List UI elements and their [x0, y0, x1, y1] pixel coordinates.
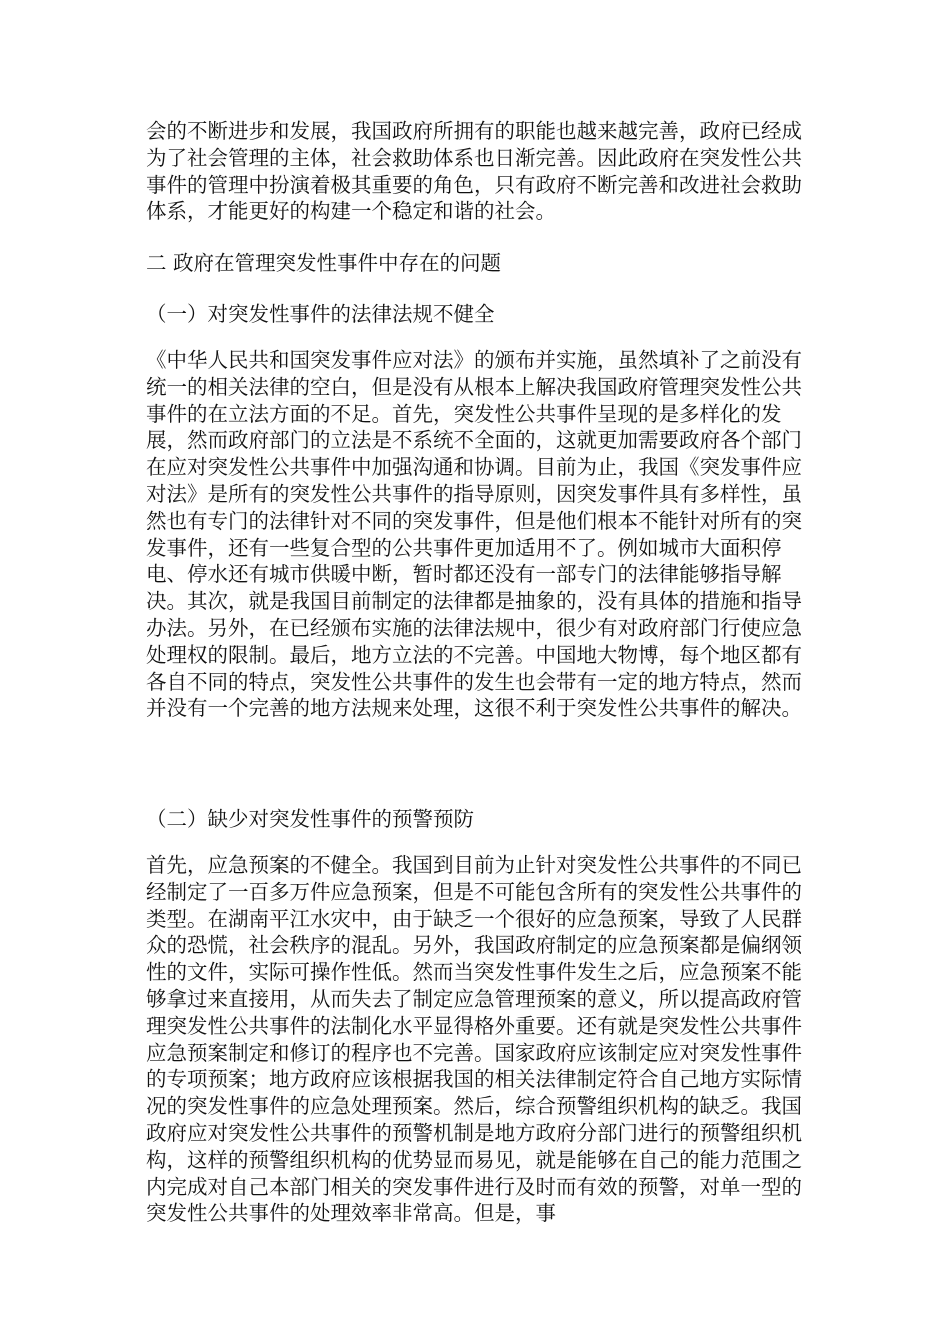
section-heading: 二 政府在管理突发性事件中存在的问题 — [146, 251, 502, 275]
subheading-early-warning: （二）缺少对突发性事件的预警预防 — [146, 807, 474, 831]
paragraph-early-warning: 首先，应急预案的不健全。我国到目前为止针对突发性公共事件的不同已经制定了一百多万件应急预案，但是不可能包含所有的突发性公共事件的类型。在湖南平江水灾中，由于缺乏一个很好的应急预案，导致了人民群众的恐慌，社会秩序的混乱。另外，我国政府制定的应急预案都是偏纲领性的文件，实际可操作性低。然而当突发性事件发生之后，应急预案不能够拿过来直接用，从而失去了制定应急管理预案的意义，所以提高政府管理突发性公共事件的法制化水平显得格外重要。还有就是突发性公共事件应急预案制定和修订的程序也不完善。国家政府应该制定应对突发性事件的专项预案；地方政府应该根据我国的相关法律制定符合自己地方实际情况的突发性事件的应急处理预案。然后，综合预警组织机构的缺乏。我国政府应对突发性公共事件的预警机制是地方政府分部门进行的预警组织机构，这样的预警组织机构的优势显而易见，就是能够在自己的能力范围之内完成对自己本部门相关的突发事件进行及时而有效的预警，对单一型的突发性公共事件的处理效率非常高。但是，事 — [146, 853, 802, 1226]
paragraph-legal-framework: 《中华人民共和国突发事件应对法》的颁布并实施，虽然填补了之前没有统一的相关法律的空白，但是没有从根本上解决我国政府管理突发性公共事件的在立法方面的不足。首先，突发性公共事件呈现的是多样化的发展，然而政府部门的立法是不系统不全面的，这就更加需要政府各个部门在应对突发性公共事件中加强沟通和协调。目前为止，我国《突发事件应对法》是所有的突发性公共事件的指导原则，因突发事件具有多样性，虽然也有专门的法律针对不同的突发事件，但是他们根本不能针对所有的突发事件，还有一些复合型的公共事件更加适用不了。例如城市大面积停电、停水还有城市供暖中断，暂时都还没有一部专门的法律能够指导解决。其次，就是我国目前制定的法律都是抽象的，没有具体的措施和指导办法。另外，在已经颁布实施的法律法规中，很少有对政府部门行使应急处理权的限制。最后，地方立法的不完善。中国地大物博，每个地区都有各自不同的特点，突发性公共事件的发生也会带有一定的地方特点，然而并没有一个完善的地方法规来处理，这很不利于突发性公共事件的解决。 — [146, 348, 802, 721]
subheading-legal-framework: （一）对突发性事件的法律法规不健全 — [146, 302, 495, 326]
intro-paragraph: 会的不断进步和发展，我国政府所拥有的职能也越来越完善，政府已经成为了社会管理的主体，社会救助体系也日渐完善。因此政府在突发性公共事件的管理中扮演着极其重要的角色，只有政府不断完善和改进社会救助体系，才能更好的构建一个稳定和谐的社会。 — [146, 119, 802, 224]
